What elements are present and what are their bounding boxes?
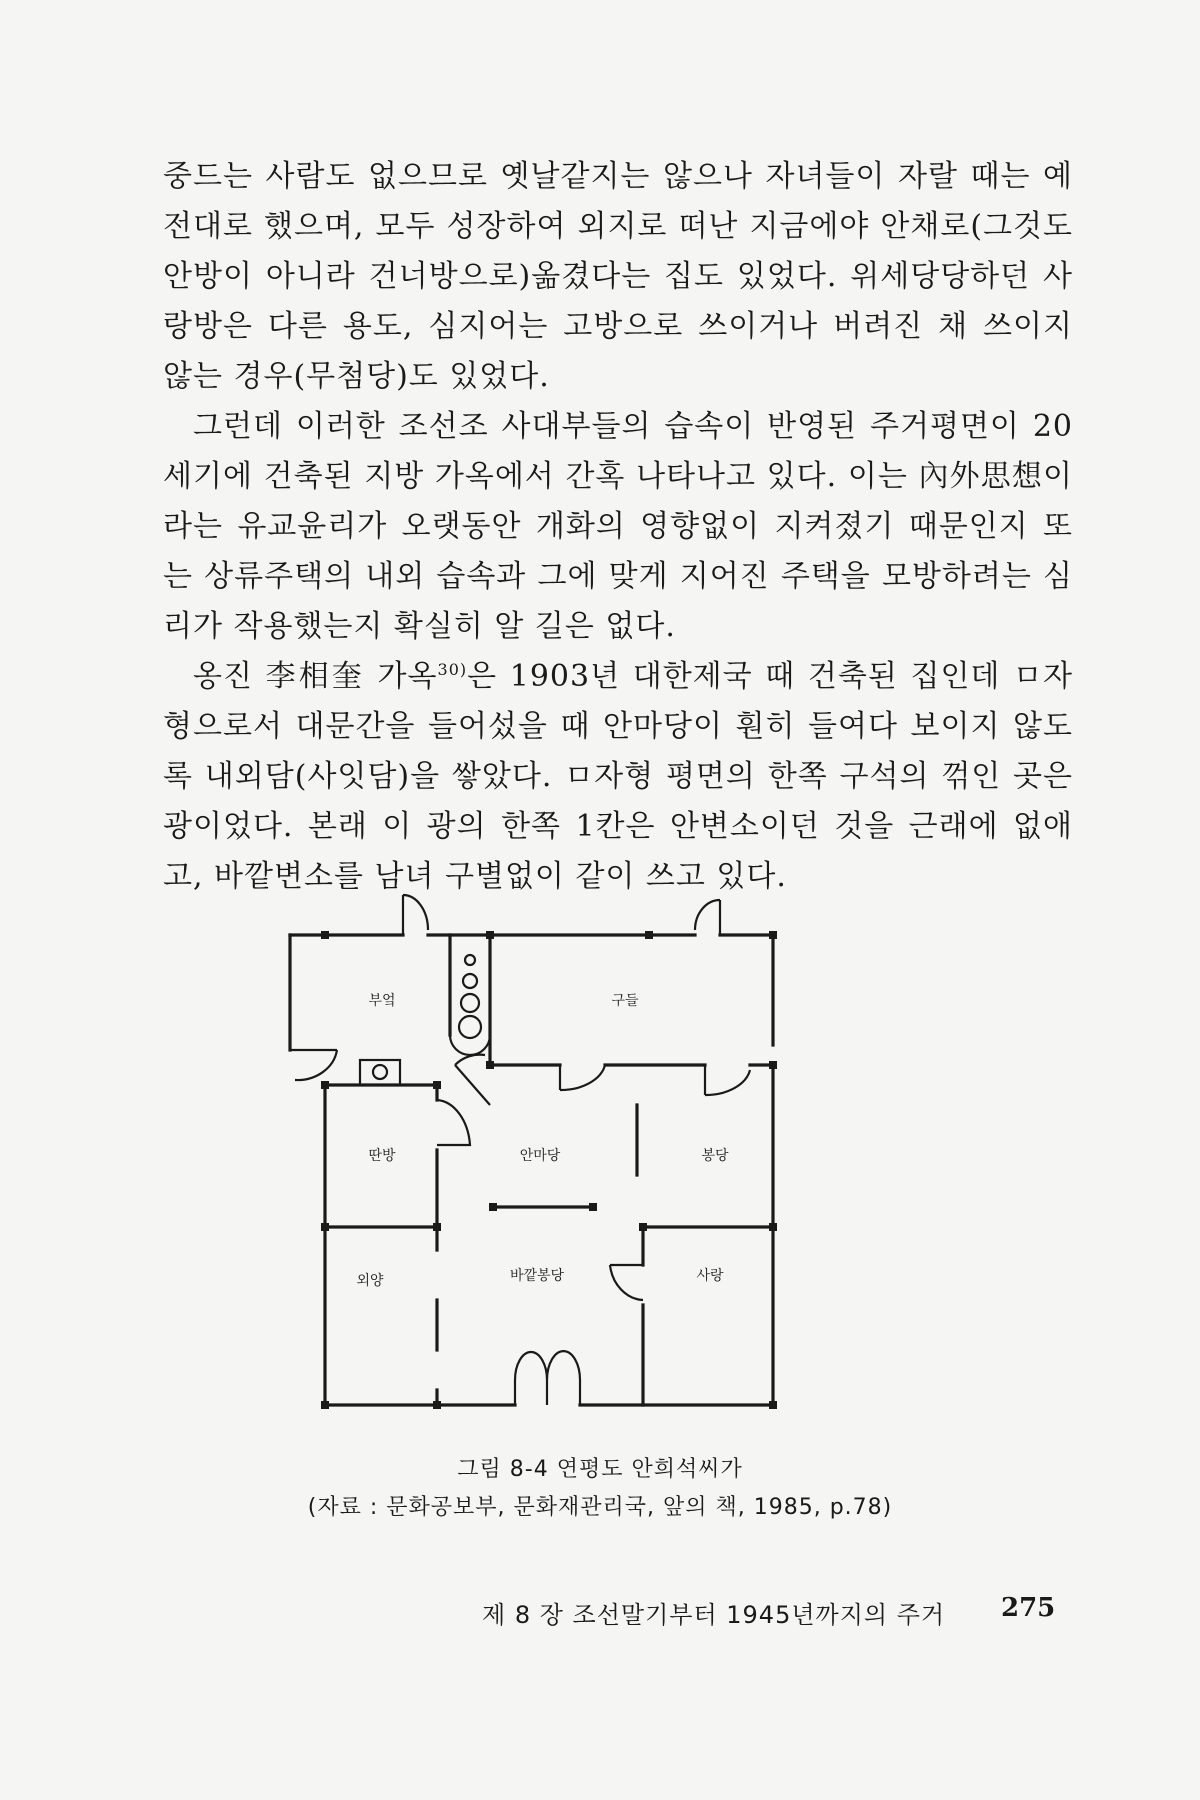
gudeul-door-1: [560, 1065, 605, 1090]
running-footer: 제 8 장 조선말기부터 1945년까지의 주거: [482, 1601, 946, 1629]
post: [489, 1203, 497, 1211]
chimney-box: [360, 1060, 400, 1085]
main-gate: [515, 1351, 580, 1405]
post: [433, 1081, 441, 1089]
footnote-marker: 30): [437, 660, 468, 679]
paragraph-1: 중드는 사람도 없으므로 옛날같지는 않으나 자녀들이 자랄 때는 예전대로 했으며, 모두 성장하여 외지로 떠난 지금에야 안채로(그것도 안방이 아니라 건너방으로)옮겼다는 집도 있었다. 위세당당하던 사랑방은 다른 용도, 심지어는 고방으로 쓰이거나 버려진 채 쓰이지 않는 경우(무첨당)도 있었다.: [163, 159, 1073, 394]
post: [433, 1401, 441, 1409]
floor-plan: [325, 905, 895, 1435]
body-text: [163, 152, 1073, 902]
hearth-circle-2: [463, 974, 477, 988]
room-label-oeyang: 외양: [356, 1273, 384, 1289]
post: [321, 1401, 329, 1409]
post: [321, 1081, 329, 1089]
room-label-sarang: 사랑: [696, 1268, 724, 1284]
room-label-kitchen: 부엌: [368, 993, 396, 1009]
post: [589, 1203, 597, 1211]
chimney-circle: [373, 1065, 387, 1079]
floor-plan-drawing: [325, 905, 895, 1435]
gudeul-top-door: [695, 900, 720, 935]
ttanbang-door: [437, 1100, 470, 1145]
post: [769, 1401, 777, 1409]
paragraph-3-start: 옹진 李相奎 가옥: [193, 659, 438, 694]
post: [769, 1061, 777, 1069]
post: [321, 931, 329, 939]
room-label-gudeul: 구들: [611, 993, 639, 1009]
post: [769, 931, 777, 939]
paragraph-2: 그런데 이러한 조선조 사대부들의 습속이 반영된 주거평면이 20세기에 건축된 지방 가옥에서 간혹 나타나고 있다. 이는 內外思想이라는 유교윤리가 오랫동안 개화의 영향없이 지켜졌기 때문인지 또는 상류주택의 내외 습속과 그에 맞게 지어진 주택을 모방하려는 심리가 작용했는지 확실히 알 길은 없다.: [163, 409, 1073, 644]
hearth-circle-3: [461, 994, 479, 1012]
room-label-ttanbang: 딴방: [368, 1148, 396, 1164]
kitchen-left-door: [290, 1050, 337, 1080]
post: [486, 931, 494, 939]
post: [645, 931, 653, 939]
room-label-anmadang: 안마당: [519, 1148, 561, 1164]
kitchen-inner-door: [455, 1055, 490, 1105]
figure-source: (자료 : 문화공보부, 문화재관리국, 앞의 책, 1985, p.78): [307, 1495, 893, 1520]
paragraph-3-rest: 은 1903년 대한제국 때 건축된 집인데 ㅁ자형으로서 대문간을 들어섰을 때 안마당이 훤히 들여다 보이지 않도록 내외담(사잇담)을 쌓았다. ㅁ자형 평면의 한쪽 구석의 꺾인 곳은 광이었다. 본래 이 광의 한쪽 1칸은 안변소이던 것을 근래에 없애고, 바깥변소를 남녀 구별없이 같이 쓰고 있다.: [163, 659, 1074, 894]
post: [486, 1061, 494, 1069]
page-number: 275: [1001, 1593, 1056, 1623]
paragraph-3: [163, 652, 1073, 902]
hearth-circle-4: [459, 1016, 481, 1038]
hearth-circle-1: [465, 955, 475, 965]
figure-caption: 그림 8-4 연평도 안희석씨가: [457, 1457, 743, 1482]
post: [769, 1223, 777, 1231]
gudeul-door-2: [705, 1065, 750, 1095]
post: [321, 1223, 329, 1231]
post: [639, 1223, 647, 1231]
room-label-bakkat-bongdang: 바깥봉당: [509, 1268, 565, 1284]
post: [433, 1223, 441, 1231]
sarang-door: [610, 1265, 643, 1300]
room-label-bongdang: 봉당: [701, 1148, 729, 1164]
